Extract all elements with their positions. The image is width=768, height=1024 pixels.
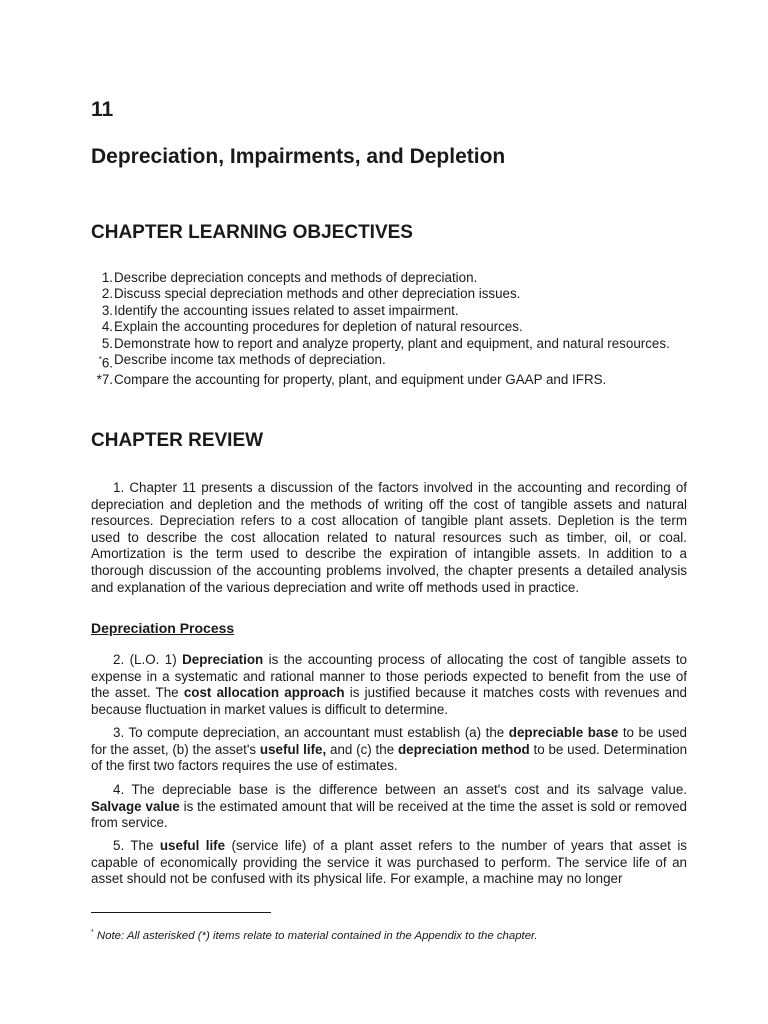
objective-number: 5.	[101, 335, 113, 351]
paragraph-text: 2. (L.O. 1)	[113, 652, 183, 667]
objective-number: 1.	[101, 270, 113, 285]
paragraph-text: (service life) of a plant asset refers to the number of years that asset is capable of economically providing the service it was purchased to perform. The service life of an asset should not be confused with its physical life. For example, a machine may no longer	[91, 838, 687, 887]
objective-text: Discuss special depreciation methods and other depreciation issues.	[114, 286, 521, 302]
paragraph-text: is justified because it matches costs with revenues and because fluctuation in market values is difficult to determine.	[91, 685, 687, 717]
footnote	[91, 929, 538, 942]
objective-number: 2.	[101, 286, 113, 302]
paragraph-text: 4. The depreciable base is the difference between an asset's cost and its salvage value.	[113, 782, 687, 797]
paragraph-text: to be used. Determination of the first two factors requires the use of estimates.	[91, 741, 688, 774]
review-paragraph-2	[91, 652, 687, 718]
review-paragraph-5	[91, 838, 687, 888]
objective-text: Demonstrate how to report and analyze property, plant and equipment, and natural resources.	[114, 335, 670, 351]
chapter-title: Depreciation, Impairments, and Depletion	[91, 145, 506, 168]
objective-text: Identify the accounting issues related to asset impairment.	[114, 302, 459, 318]
objective-number-value: 6.	[101, 355, 113, 371]
paragraph-text: to be used for the asset, (b) the asset's	[91, 725, 688, 757]
objective-item	[91, 286, 687, 302]
objective-text: Explain the accounting procedures for depletion of natural resources.	[114, 319, 523, 335]
paragraph-text: and (c) the	[326, 741, 398, 757]
paragraph-text: 5. The	[113, 838, 160, 853]
term-useful-life: useful life,	[259, 741, 327, 757]
learning-objectives-list	[91, 270, 687, 388]
term-useful-life: useful life	[159, 838, 226, 853]
objective-item	[91, 336, 687, 352]
paragraph-text: is the accounting process of allocating the cost of tangible assets to expense in a systematic and rational manner to those periods expected to benefit from the use of the asset. The	[91, 652, 687, 701]
review-paragraph-3	[91, 725, 687, 775]
term-depreciation: Depreciation	[182, 652, 264, 667]
term-salvage-value: Salvage value	[91, 798, 180, 814]
objective-number: 3.	[101, 302, 113, 318]
objective-number	[91, 352, 113, 372]
footnote-text: Note: All asterisked (*) items relate to material contained in the Appendix to the chapter.	[93, 929, 538, 942]
depreciation-process-subheading: Depreciation Process	[91, 620, 235, 636]
objective-item	[91, 303, 687, 319]
objective-text: Describe depreciation concepts and methods of depreciation.	[114, 270, 478, 285]
paragraph-text: 1. Chapter 11 presents a discussion of the factors involved in the accounting and recording of depreciation and depletion and the methods of writing off the cost of tangible assets and natural resources. Depreciation refers to a cost allocation of tangible plant assets. Depletion is the term used to describe the cost allocation related to natural resources such as timber, oil, or coal. Amortization is the term used to describe the expiration of intangible assets. In addition to a thorough discussion of the accounting problems involved, the chapter presents a detailed analysis and explanation of the various depreciation and write off methods used in practice.	[91, 480, 687, 595]
term-depreciable-base: depreciable base	[508, 725, 619, 740]
objective-item	[91, 352, 687, 372]
objective-text: Describe income tax methods of depreciation.	[114, 352, 386, 368]
paragraph-text: 3. To compute depreciation, an accountant must establish (a) the	[113, 725, 509, 740]
objective-item	[91, 319, 687, 335]
chapter-number: 11	[91, 98, 114, 121]
footnote-divider	[91, 912, 271, 913]
objective-number: 4.	[101, 319, 113, 335]
objective-text: Compare the accounting for property, plant, and equipment under GAAP and IFRS.	[114, 371, 607, 387]
term-cost-allocation-approach: cost allocation approach	[183, 685, 345, 701]
learning-objectives-heading: CHAPTER LEARNING OBJECTIVES	[91, 222, 413, 243]
review-paragraph-1	[91, 480, 687, 596]
review-paragraph-4	[91, 782, 687, 832]
asterisk-mark: *	[98, 355, 102, 365]
chapter-review-heading: CHAPTER REVIEW	[91, 430, 264, 451]
objective-item	[91, 372, 687, 388]
footnote-mark: *	[91, 929, 94, 936]
objective-item	[91, 270, 687, 286]
objective-number: *7.	[96, 371, 113, 387]
paragraph-text: is the estimated amount that will be received at the time the asset is sold or removed from service.	[91, 798, 687, 831]
term-depreciation-method: depreciation method	[397, 741, 530, 757]
